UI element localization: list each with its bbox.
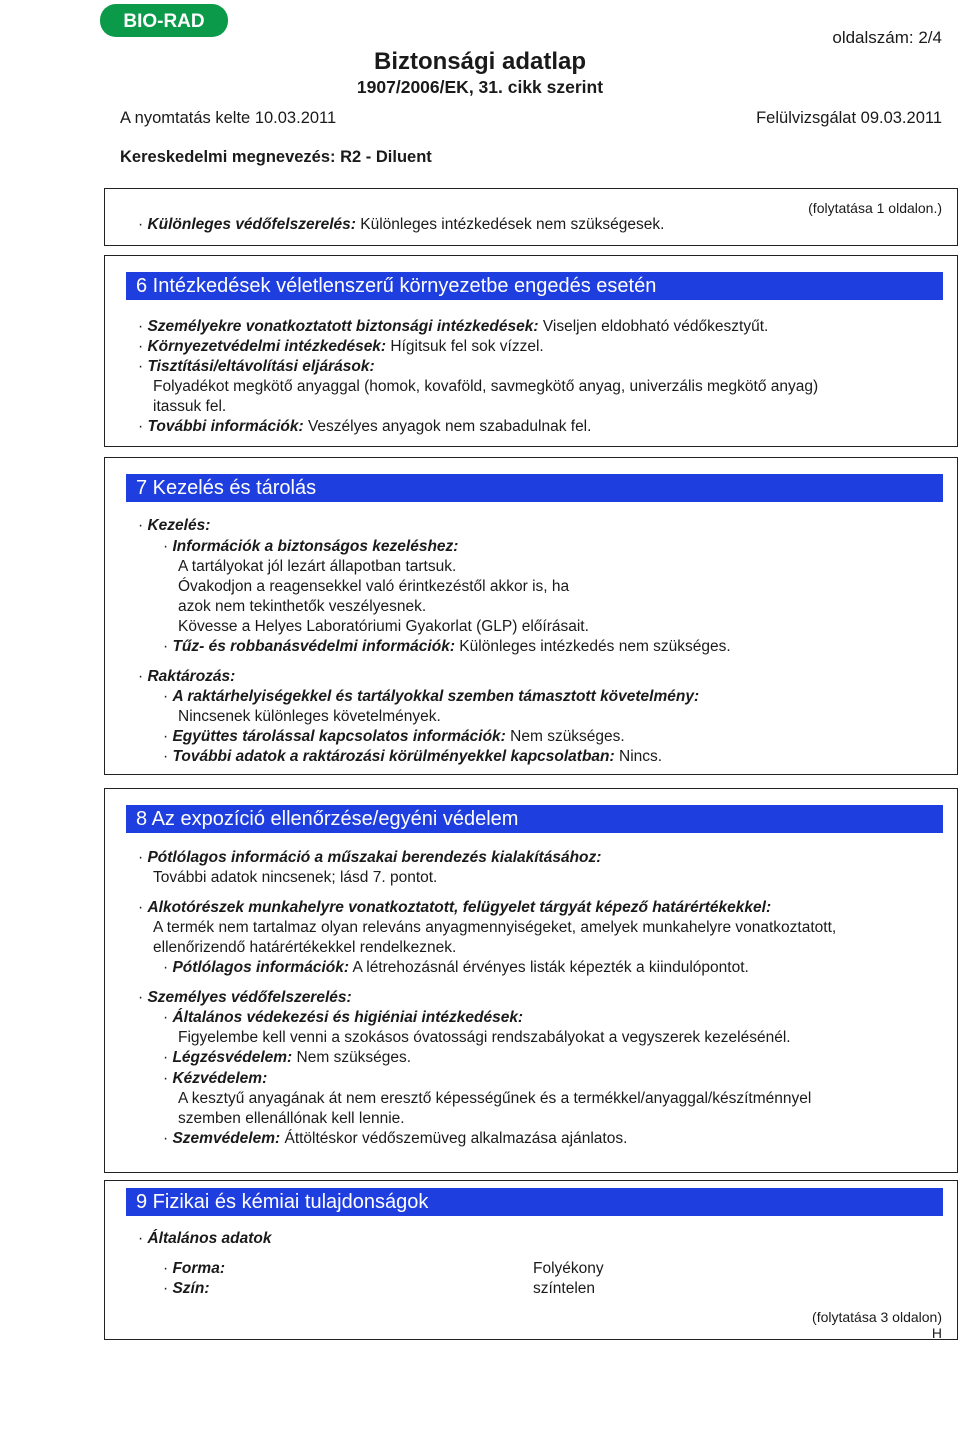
exposure-limits-label: · Alkotórészek munkahelyre vonatkoztatott, felügyelet tárgyát képező határértékekkel: [138, 899, 772, 916]
storage-label: · Raktározás: [138, 668, 236, 685]
label: Forma: [172, 1260, 226, 1277]
safe-handling-text-3: azok nem tekinthetők veszélyesnek. [178, 598, 427, 615]
section-7-header: 7 Kezelés és tárolás [126, 474, 943, 502]
bio-rad-logo [100, 4, 228, 37]
personal-precautions: · Személyekre vonatkoztatott biztonsági intézkedések: Viseljen eldobható védőkesztyűt. [138, 318, 769, 335]
general-data-label: · Általános adatok [138, 1230, 272, 1247]
safe-handling-text-2: Óvakodjon a reagensekkel való érintkezéstől akkor is, ha [178, 578, 570, 595]
value: Veszélyes anyagok nem szabadulnak fel. [307, 418, 592, 435]
label: Szín: [172, 1280, 210, 1297]
value: Hígitsuk fel sok vízzel. [390, 338, 544, 355]
cleanup-methods-text-2: itassuk fel. [153, 398, 227, 415]
label: Kezelés: [147, 517, 211, 534]
label: Pótlólagos információ a műszakai berendezés kialakításához: [147, 849, 602, 866]
hand-protection-text-2: szemben ellenállónak kell lennie. [178, 1110, 405, 1127]
fire-explosion-info: · Tűz- és robbanásvédelmi információk: Különleges intézkedés nem szükséges. [163, 638, 731, 655]
further-information: · További információk: Veszélyes anyagok nem szabadulnak fel. [138, 418, 592, 435]
environmental-precautions: · Környezetvédelmi intézkedések: Hígitsuk fel sok vízzel. [138, 338, 544, 355]
trade-name: Kereskedelmi megnevezés: R2 - Diluent [120, 148, 432, 166]
color-property: · Szín: [163, 1280, 210, 1297]
exposure-limits-text-2: ellenőrizendő határértékekkel rendelkeznek. [153, 939, 457, 956]
page-number: oldalszám: 2/4 [832, 28, 942, 47]
logo-text: BIO-RAD [123, 11, 205, 32]
value: A létrehozásnál érvényes listák képezték a kiindulópontot. [352, 959, 749, 976]
continued-on-note: (folytatása 3 oldalon) [812, 1309, 942, 1325]
value: Viseljen eldobható védőkesztyűt. [542, 318, 769, 335]
value: Nem szükséges. [510, 728, 625, 745]
section-9-header: 9 Fizikai és kémiai tulajdonságok [126, 1188, 943, 1216]
document-title: Biztonsági adatlap [373, 48, 587, 75]
joint-storage-info: · Együttes tárolással kapcsolatos információk: Nem szükséges. [163, 728, 625, 745]
storage-requirements-label: · A raktárhelyiségekkel és tartályokkal szemben támasztott követelmény: [163, 688, 700, 705]
label: Raktározás: [147, 668, 236, 685]
cleanup-methods-text: Folyadékot megkötő anyaggal (homok, kovaföld, savmegkötő anyag, univerzális megkötő anyag) [153, 378, 819, 395]
general-hygiene-label: · Általános védekezési és higiéniai intézkedések: [163, 1009, 524, 1026]
label: Szemvédelem: [172, 1130, 281, 1147]
regulation-subtitle: 1907/2006/EK, 31. cikk szerint [356, 77, 604, 97]
further-storage-info: · További adatok a raktározási körülményekkel kapcsolatban: Nincs. [163, 748, 663, 765]
exposure-limits-text-1: A termék nem tartalmaz olyan releváns anyagmennyiségeket, amelyek munkahelyre vonatkoztatott, [153, 919, 837, 936]
respiratory-protection: · Légzésvédelem: Nem szükséges. [163, 1049, 412, 1066]
label: Kézvédelem: [172, 1070, 268, 1087]
label: További információk: [147, 418, 304, 435]
label: Információk a biztonságos kezeléshez: [172, 538, 459, 555]
safe-handling-text-4: Kövesse a Helyes Laboratóriumi Gyakorlat (GLP) előírásait. [178, 618, 589, 635]
label: Személyes védőfelszerelés: [147, 989, 352, 1006]
footer-mark: H [931, 1325, 942, 1341]
revision-date: Felülvizsgálat 09.03.2011 [756, 109, 942, 127]
supplementary-info: · Pótlólagos információk: A létrehozásnál érvényes listák képezték a kiindulópontot. [163, 959, 749, 976]
section-8-header: 8 Az expozíció ellenőrzése/egyéni védelem [126, 805, 943, 833]
storage-requirements-text: Nincsenek különleges követelmények. [178, 708, 441, 725]
label: Különleges védőfelszerelés: [147, 216, 356, 233]
value: Nem szükséges. [296, 1049, 412, 1066]
value: Különleges intézkedés nem szükséges. [459, 638, 731, 655]
general-hygiene-text: Figyelembe kell venni a szokásos óvatossági rendszabályokat a vegyszerek kezelésénél. [178, 1029, 791, 1046]
label: Légzésvédelem: [172, 1049, 293, 1066]
form-value: Folyékony [533, 1260, 604, 1277]
eye-protection: · Szemvédelem: Áttöltéskor védőszemüveg alkalmazása ajánlatos. [163, 1130, 628, 1147]
label: Tisztítási/eltávolítási eljárások: [147, 358, 375, 375]
handling-label: · Kezelés: [138, 517, 211, 534]
print-date: A nyomtatás kelte 10.03.2011 [120, 109, 337, 127]
label: Tűz- és robbanásvédelmi információk: [172, 638, 455, 655]
label: Környezetvédelmi intézkedések: [147, 338, 387, 355]
label: A raktárhelyiségekkel és tartályokkal szemben támasztott követelmény: [172, 688, 700, 705]
value: Nincs. [619, 748, 663, 765]
safe-handling-text-1: A tartályokat jól lezárt állapotban tartsuk. [178, 558, 457, 575]
engineering-info-label: · Pótlólagos információ a műszakai berendezés kialakításához: [138, 849, 602, 866]
continued-from-note: (folytatása 1 oldalon.) [808, 200, 942, 216]
label: Általános adatok [147, 1230, 272, 1247]
safe-handling-label: · Információk a biztonságos kezeléshez: [163, 538, 459, 555]
label: Pótlólagos információk: [172, 959, 350, 976]
hand-protection-label: · Kézvédelem: [163, 1070, 268, 1087]
color-value: színtelen [533, 1280, 596, 1297]
engineering-info-text: További adatok nincsenek; lásd 7. pontot. [153, 869, 438, 886]
hand-protection-text-1: A kesztyű anyagának át nem eresztő képességűnek és a termékkel/anyaggal/készítménnyel [178, 1090, 812, 1107]
section-6-header: 6 Intézkedések véletlenszerű környezetbe engedés esetén [126, 272, 943, 300]
label: Alkotórészek munkahelyre vonatkoztatott, felügyelet tárgyát képező határértékekkel: [147, 899, 772, 916]
form-property: · Forma: [163, 1260, 226, 1277]
label: Együttes tárolással kapcsolatos információk: [172, 728, 506, 745]
value: Áttöltéskor védőszemüveg alkalmazása ajánlatos. [284, 1130, 628, 1147]
label: Személyekre vonatkoztatott biztonsági intézkedések: [147, 318, 539, 335]
label: További adatok a raktározási körülményekkel kapcsolatban: [172, 748, 615, 765]
ppe-label: · Személyes védőfelszerelés: [138, 989, 352, 1006]
cleanup-methods-label: · Tisztítási/eltávolítási eljárások: [138, 358, 375, 375]
value: Különleges intézkedések nem szükségesek. [360, 216, 665, 233]
label: Általános védekezési és higiéniai intézkedések: [172, 1009, 524, 1026]
special-protective-equipment: · Különleges védőfelszerelés: Különleges intézkedések nem szükségesek. [138, 216, 665, 233]
